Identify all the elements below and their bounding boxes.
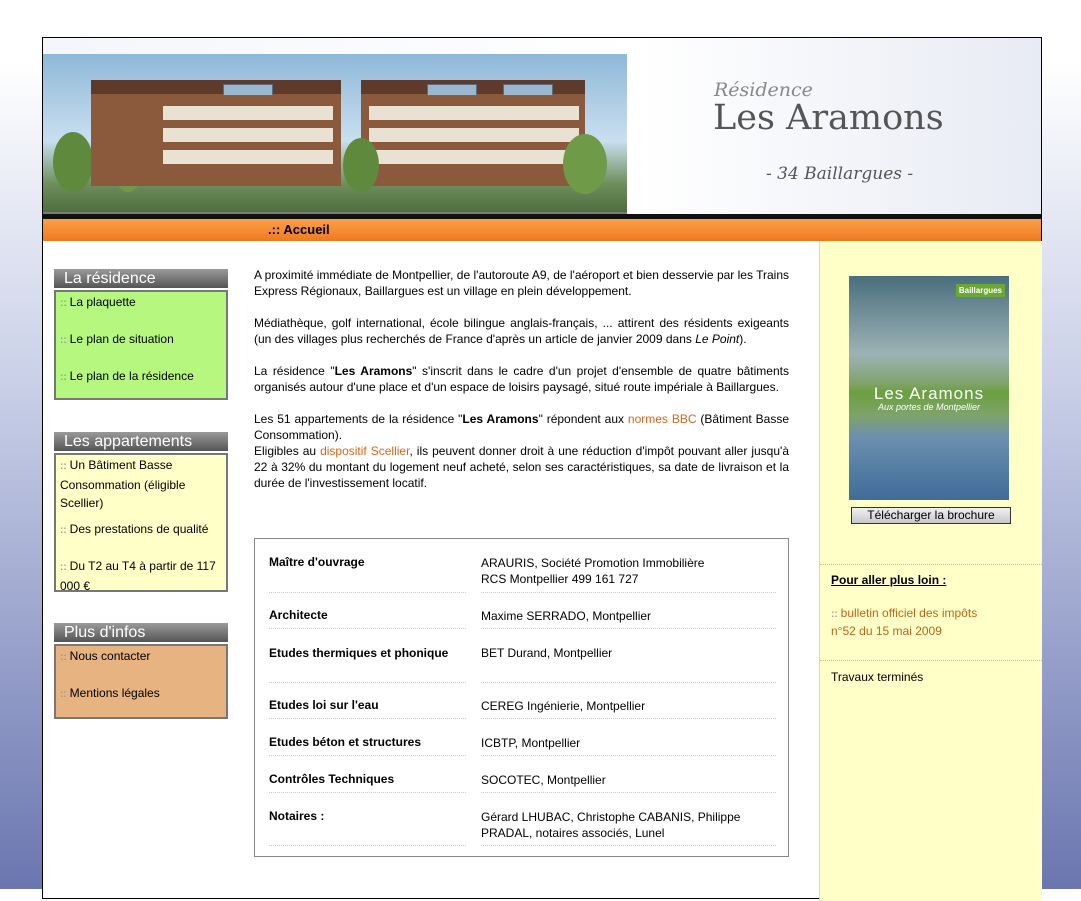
intro-text <box>254 267 789 507</box>
building-banner-image <box>43 54 627 212</box>
header <box>43 38 1041 214</box>
intro-paragraph-2: Médiathèque, golf international, école bilingue anglais-français, ... attirent des résidents exigeants (un des villages plus recherchés de France d'après un article de janvier 2009 dans Le Point). <box>254 316 789 346</box>
brochure-title: Les Aramons <box>873 384 985 403</box>
sidebar-item-plaquette[interactable]: :: La plaquette <box>60 295 136 309</box>
sidebar-item-mentions[interactable]: :: Mentions légales <box>60 686 160 700</box>
intro-paragraph-1: A proximité immédiate de Montpellier, de l'autoroute A9, de l'aéroport et bien desservie par les Trains Express Régionaux, Baillargues est un village en plein développement. <box>254 268 789 298</box>
sidebar-appartements-title: Les appartements <box>54 432 228 451</box>
brochure-cover-image[interactable] <box>849 276 1009 500</box>
nav-accueil-link[interactable]: .:: Accueil <box>268 222 330 237</box>
bulletin-link[interactable]: :: bulletin officiel des impôts n°52 du 15 mai 2009 <box>831 606 978 638</box>
normes-bbc-link[interactable]: normes BBC <box>627 412 697 426</box>
sidebar-appartements-box <box>54 453 228 592</box>
sidebar-item-bbc[interactable]: :: Un Bâtiment Basse Consommation (éligible Scellier) <box>60 458 186 510</box>
sidebar-item-plan-situation[interactable]: :: Le plan de situation <box>60 332 174 346</box>
intro-paragraph-4: Les 51 appartements de la résidence "Les Aramons" répondent aux normes BBC (Bâtiment Basse Consommation). Eligibles au dispositif Scellier, ils peuvent donner droit à une réduction d'impôt pouvant aller jusqu'à 22 à 32% du montant du logement neuf acheté, selon ses caractéristiques, sa date de livraison et la durée de l'investissement locatif. <box>254 412 789 490</box>
more-info-heading: Pour aller plus loin : <box>831 573 947 587</box>
divider <box>820 564 1042 565</box>
sidebar-infos-title: Plus d'infos <box>54 623 228 642</box>
brochure-city-badge: Baillargues <box>956 284 1005 297</box>
site-title: Les Aramons <box>713 98 944 138</box>
sidebar-item-prestations[interactable]: :: Des prestations de qualité <box>60 522 209 536</box>
divider <box>820 660 1042 661</box>
residence-word: Résidence <box>714 79 813 101</box>
sidebar-residence-box <box>54 290 228 400</box>
intro-paragraph-3: La résidence "Les Aramons" s'inscrit dans le cadre d'un projet d'ensemble de quatre bâtiments organisés autour d'une place et d'un espace de loisirs paysagé, situé route impériale à Baillargues. <box>254 364 789 394</box>
right-column <box>819 241 1042 901</box>
sidebar-infos-box <box>54 644 228 719</box>
dispositif-scellier-link[interactable]: dispositif Scellier <box>320 444 410 458</box>
site-location: - 34 Baillargues - <box>766 164 914 184</box>
project-info-table: Maître d'ouvrage ARAURIS, Société Promotion Immobilière RCS Montpellier 499 161 727 Architecte Maxime SERRADO, Montpellier Etudes thermiques et phonique BET Durand, Montpellier Etudes loi sur l'eau CEREG Ingénierie, Montpellier Etudes béton et structures ICBTP, Montpellier Contrôles Techniques SOCOTEC, Montpellier Notaires : Gérard LHUBAC, Christophe CABANIS, Philippe PRADAL, notaires associés, Lunel <box>254 538 789 857</box>
page-frame <box>42 37 1042 899</box>
sidebar-item-contact[interactable]: :: Nous contacter <box>60 649 151 663</box>
nav-bar <box>43 219 1041 241</box>
brochure-subtitle: Aux portes de Montpellier <box>877 402 981 412</box>
sidebar-item-plan-residence[interactable]: :: Le plan de la résidence <box>60 369 194 383</box>
sidebar-residence-title: La résidence <box>54 269 228 288</box>
works-status: Travaux terminés <box>831 670 924 684</box>
sidebar-item-t2-t4[interactable]: :: Du T2 au T4 à partir de 117 000 € <box>60 559 216 593</box>
download-brochure-button[interactable]: Télécharger la brochure <box>851 507 1011 524</box>
